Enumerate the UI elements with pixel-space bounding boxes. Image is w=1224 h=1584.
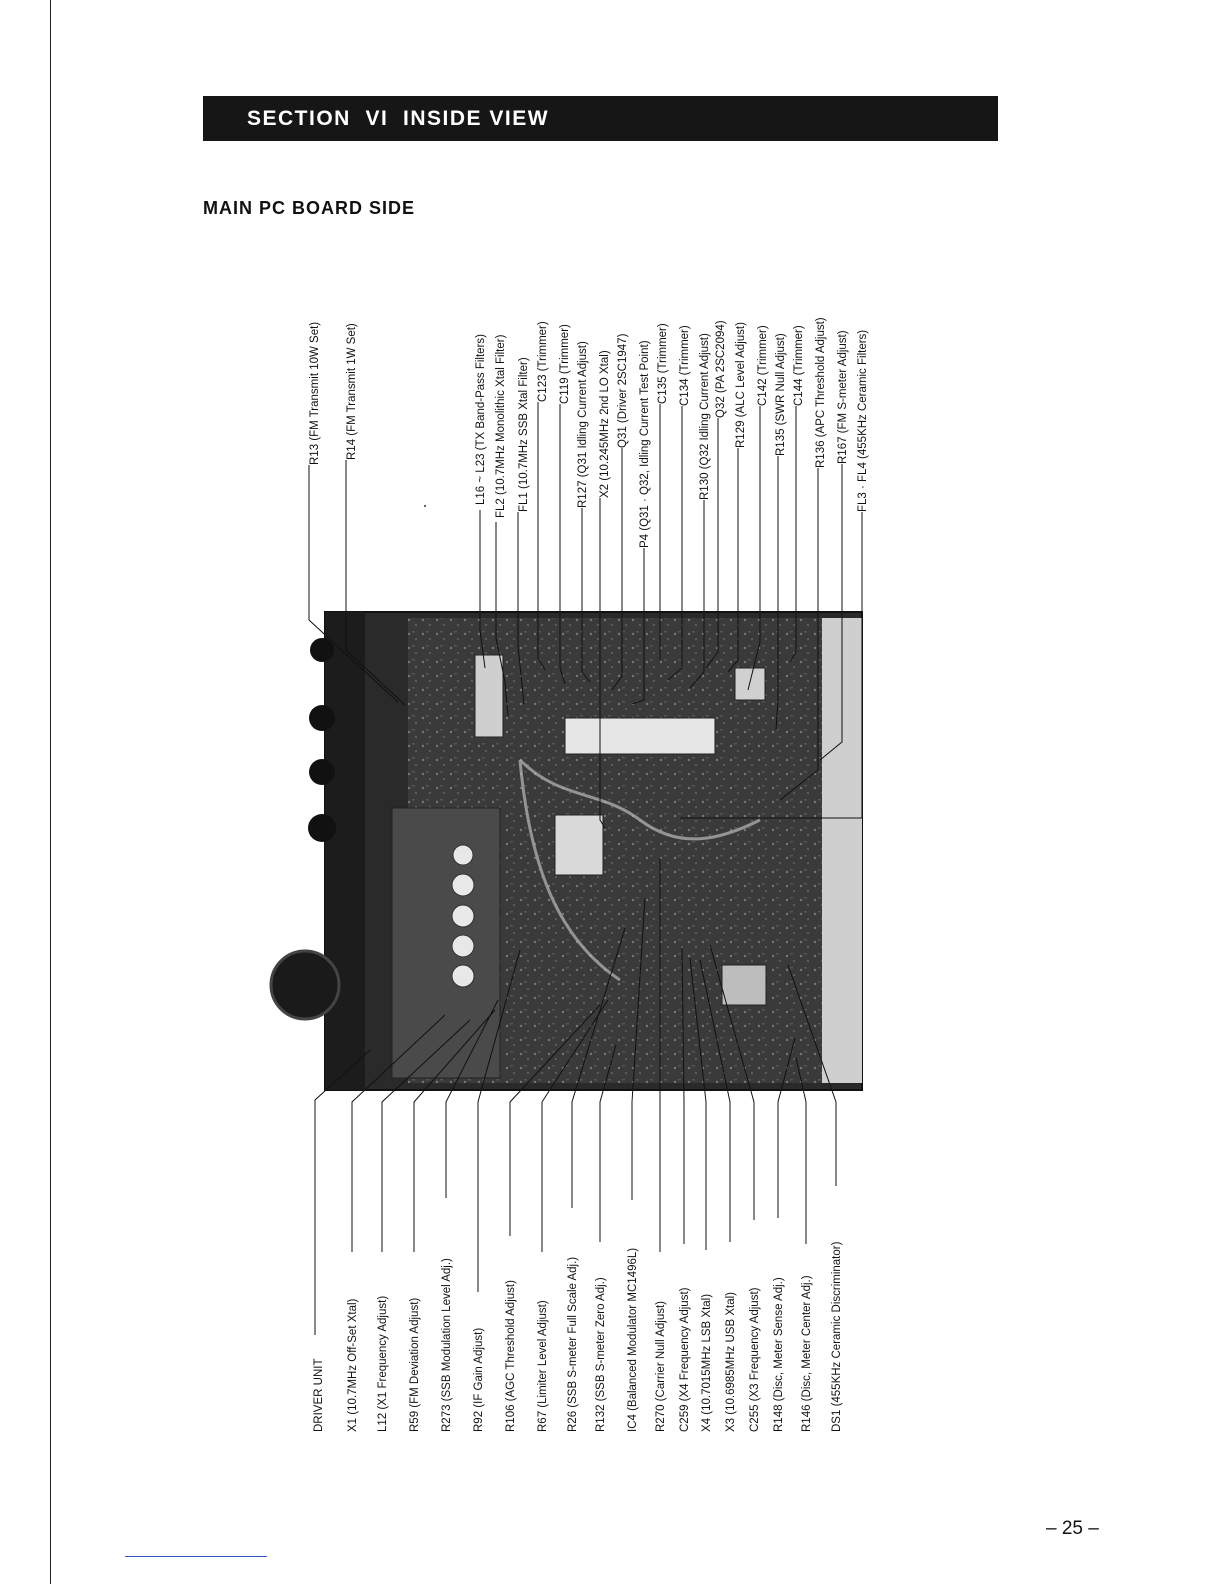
label-r135: R135 (SWR Null Adjust) xyxy=(775,333,787,456)
label-r67: R67 (Limiter Level Adjust) xyxy=(537,1300,549,1432)
board-photo xyxy=(271,612,862,1090)
label-ds1: DS1 (455KHz Ceramic Discriminator) xyxy=(831,1241,843,1432)
knob-1 xyxy=(310,638,334,662)
label-r14: R14 (FM Transmit 1W Set) xyxy=(346,323,358,460)
label-r136: R136 (APC Threshold Adjust) xyxy=(815,317,827,468)
label-r13: R13 (FM Transmit 10W Set) xyxy=(309,321,321,465)
label-r59: R59 (FM Deviation Adjust) xyxy=(409,1297,421,1432)
label-ic4: IC4 (Balanced Modulator MC1496L) xyxy=(627,1247,639,1432)
label-r129: R129 (ALC Level Adjust) xyxy=(735,322,747,448)
transformer xyxy=(722,965,766,1005)
label-r132: R132 (SSB S-meter Zero Adj.) xyxy=(595,1277,607,1432)
label-c144: C144 (Trimmer) xyxy=(793,325,805,406)
label-c119: C119 (Trimmer) xyxy=(559,324,571,404)
label-c134: C134 (Trimmer) xyxy=(679,325,691,406)
label-r130: R130 (Q32 Idling Current Adjust) xyxy=(699,333,711,500)
label-q32: Q32 (PA 2SC2094) xyxy=(715,320,727,418)
label-p4: P4 (Q31 · Q32, Idling Current Test Point) xyxy=(639,340,651,548)
xtal-filter-block xyxy=(565,718,715,754)
knob-2 xyxy=(309,705,335,731)
label-r92: R92 (IF Gain Adjust) xyxy=(473,1327,485,1432)
label-fl1: FL1 (10.7MHz SSB Xtal Filter) xyxy=(518,357,530,512)
label-c259: C259 (X4 Frequency Adjust) xyxy=(679,1287,691,1432)
label-c255: C255 (X3 Frequency Adjust) xyxy=(749,1287,761,1432)
knob-4 xyxy=(308,814,336,842)
front-panel-strip xyxy=(325,612,365,1090)
label-r273: R273 (SSB Modulation Level Adj.) xyxy=(441,1258,453,1432)
label-x1: X1 (10.7MHz Off-Set Xtal) xyxy=(347,1298,359,1432)
bottom-labels xyxy=(313,1241,843,1432)
label-r106: R106 (AGC Threshold Adjust) xyxy=(505,1280,517,1432)
label-c123: C123 (Trimmer) xyxy=(537,321,549,402)
label-x3: X3 (10.6985MHz USB Xtal) xyxy=(725,1292,737,1432)
footer-rule xyxy=(125,1556,267,1557)
label-fl3-fl4: FL3 · FL4 (455KHz Ceramic Filters) xyxy=(857,329,869,512)
tuning-knob xyxy=(271,951,339,1019)
label-driver-unit: DRIVER UNIT xyxy=(313,1358,325,1432)
label-r26: R26 (SSB S-meter Full Scale Adj.) xyxy=(567,1256,579,1432)
label-l12: L12 (X1 Frequency Adjust) xyxy=(377,1295,389,1432)
label-c142: C142 (Trimmer) xyxy=(757,325,769,406)
page-number: – 25 – xyxy=(1046,1518,1099,1539)
label-r148: R148 (Disc, Meter Sense Adj.) xyxy=(773,1277,785,1432)
top-labels xyxy=(309,317,869,548)
page-subtitle: MAIN PC BOARD SIDE xyxy=(203,198,416,218)
label-x2: X2 (10.245MHz 2nd LO Xtal) xyxy=(599,350,611,498)
driver-unit-board xyxy=(392,808,500,1078)
ic-label-module xyxy=(555,815,603,875)
label-r270: R270 (Carrier Null Adjust) xyxy=(655,1300,667,1432)
knob-3 xyxy=(309,759,335,785)
label-x4: X4 (10.7015MHz LSB Xtal) xyxy=(701,1293,713,1432)
label-fl2: FL2 (10.7MHz Monolithic Xtal Filter) xyxy=(495,334,507,518)
label-c135: C135 (Trimmer) xyxy=(657,323,669,404)
label-r127: R127 (Q31 Idling Current Adjust) xyxy=(577,341,589,508)
label-l16-l23: L16 ~ L23 (TX Band-Pass Filters) xyxy=(475,334,487,505)
label-q31: Q31 (Driver 2SC1947) xyxy=(617,333,629,448)
band-pass-filter-module xyxy=(475,655,503,737)
label-r167: R167 (FM S-meter Adjust) xyxy=(837,330,849,464)
label-r146: R146 (Disc, Meter Center Adj.) xyxy=(801,1275,813,1432)
section-title: SECTION VI INSIDE VIEW xyxy=(247,106,550,130)
